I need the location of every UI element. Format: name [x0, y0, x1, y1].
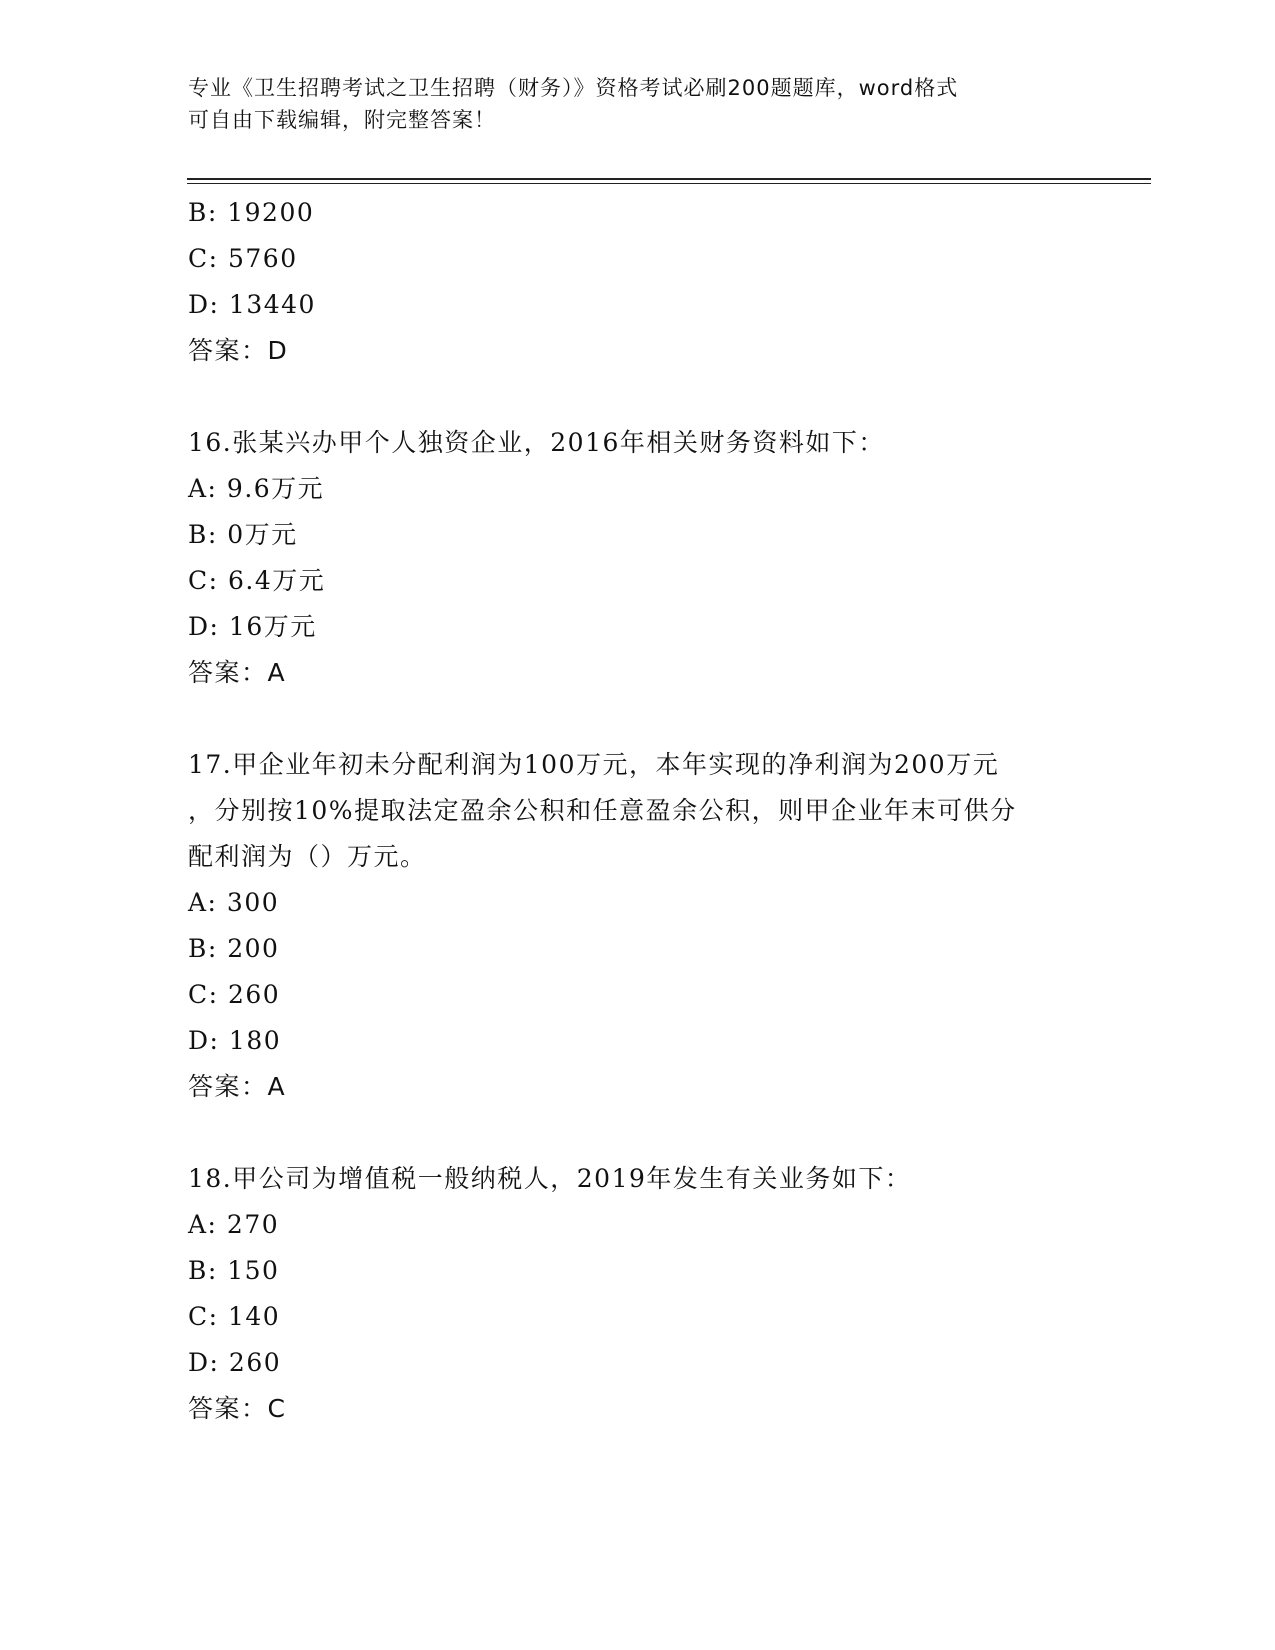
question-stem: 18.甲公司为增值税一般纳税人，2019年发生有关业务如下：: [188, 1164, 912, 1193]
option-b: B: 200: [188, 934, 280, 963]
option-c: C: 5760: [188, 244, 298, 273]
option-a: A: 9.6万元: [188, 474, 325, 503]
option-c: C: 260: [188, 980, 281, 1009]
option-b: B: 150: [188, 1256, 280, 1285]
spacer: [188, 1110, 1088, 1156]
document-header: [188, 72, 1068, 136]
option-b: B: 0万元: [188, 520, 298, 549]
spacer: [188, 696, 1088, 742]
option-a: A: 300: [188, 888, 280, 917]
option-b: B: 19200: [188, 198, 315, 227]
header-divider-thin: [187, 183, 1151, 184]
option-c: C: 6.4万元: [188, 566, 326, 595]
header-divider-thick: [187, 178, 1151, 180]
answer: 答案：A: [188, 658, 287, 687]
question-stem-line-1: 17.甲企业年初未分配利润为100万元，本年实现的净利润为200万元: [188, 750, 1000, 779]
question-16: [188, 420, 1088, 696]
header-line-2: 可自由下载编辑，附完整答案！: [188, 108, 496, 132]
option-d: D: 260: [188, 1348, 282, 1377]
option-d: D: 16万元: [188, 612, 317, 641]
question-list: [188, 190, 1088, 1432]
question-stem-line-3: 配利润为（）万元。: [188, 842, 427, 871]
spacer: [188, 374, 1088, 420]
option-d: D: 180: [188, 1026, 282, 1055]
answer: 答案：C: [188, 1394, 287, 1423]
question-17: [188, 742, 1088, 1110]
question-stem-line-2: ，分别按10%提取法定盈余公积和任意盈余公积，则甲企业年末可供分: [188, 796, 1017, 825]
question-15: [188, 190, 1088, 374]
answer: 答案：D: [188, 336, 289, 365]
option-a: A: 270: [188, 1210, 280, 1239]
option-d: D: 13440: [188, 290, 316, 319]
question-18: [188, 1156, 1088, 1432]
question-stem: 16.张某兴办甲个人独资企业，2016年相关财务资料如下：: [188, 428, 885, 457]
option-c: C: 140: [188, 1302, 281, 1331]
answer: 答案：A: [188, 1072, 287, 1101]
header-line-1: 专业《卫生招聘考试之卫生招聘（财务）》资格考试必刷200题题库，word格式: [188, 76, 959, 100]
